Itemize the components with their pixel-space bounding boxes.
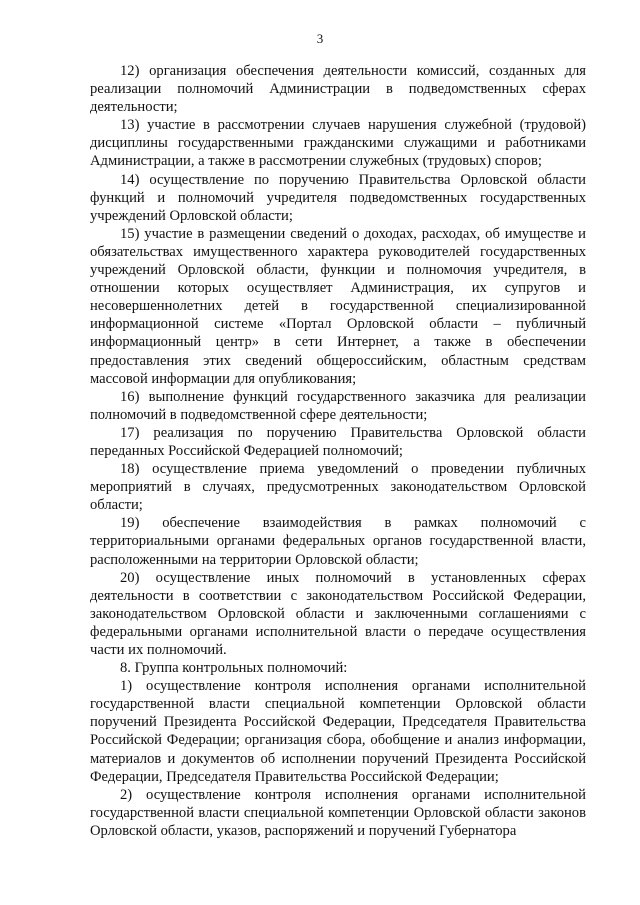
paragraph-item-16: 16) выполнение функций государственного заказчика для реализации полномочий в подведомственной сфере деятельности; xyxy=(90,388,586,423)
paragraph-item-15: 15) участие в размещении сведений о доходах, расходах, об имуществе и обязательствах имущественного характера руководителей государственных учреждений Орловской области, функции и полномочия учредителя, в отношении которых осуществляет Администрация, их супругов и несовершеннолетних детей в государственной специализированной информационной системе «Портал Орловской области – публичный информационный центр» в сети Интернет, а также в обеспечении предоставления этих сведений общероссийским, областным средствам массовой информации для опубликования; xyxy=(90,225,586,387)
section-heading-control-powers: 8. Группа контрольных полномочий: xyxy=(120,660,348,677)
document-body xyxy=(90,62,586,840)
paragraph-item-14: 14) осуществление по поручению Правительства Орловской области функций и полномочий учредителя подведомственных государственных учреждений Орловской области; xyxy=(90,171,586,224)
paragraph-item-20: 20) осуществление иных полномочий в установленных сферах деятельности в соответствии с законодательством Российской Федерации, законодательством Орловской области и заключенными соглашениями с федеральными органами исполнительной власти о передаче осуществления части их полномочий. xyxy=(90,569,586,658)
paragraph-item-12: 12) организация обеспечения деятельности комиссий, созданных для реализации полномочий Администрации в подведомственных сферах деятельности; xyxy=(90,63,586,116)
paragraph-control-item-2: 2) осуществление контроля исполнения органами исполнительной государственной власти специальной компетенции Орловской области законов Орловской области, указов, распоряжений и поручений Губернатора xyxy=(90,786,586,839)
paragraph-item-19: 19) обеспечение взаимодействия в рамках полномочий с территориальными органами федеральных органов государственной власти, расположенными на территории Орловской области; xyxy=(90,515,586,568)
paragraph-control-item-1: 1) осуществление контроля исполнения органами исполнительной государственной власти специальной компетенции Орловской области поручений Президента Российской Федерации, Председателя Правительства Российской Федерации; организация сбора, обобщение и анализ информации, материалов и документов об исполнении поручений Президента Российской Федерации, Председателя Правительства Российской Федерации; xyxy=(90,678,586,785)
paragraph-item-13: 13) участие в рассмотрении случаев нарушения служебной (трудовой) дисциплины государственными гражданскими служащими и работниками Администрации, а также в рассмотрении служебных (трудовых) споров; xyxy=(90,117,586,170)
paragraph-item-18: 18) осуществление приема уведомлений о проведении публичных мероприятий в случаях, предусмотренных законодательством Орловской области; xyxy=(90,461,586,514)
paragraph-item-17: 17) реализация по поручению Правительства Орловской области переданных Российской Федерацией полномочий; xyxy=(90,424,586,459)
page-number: 3 xyxy=(316,31,324,46)
